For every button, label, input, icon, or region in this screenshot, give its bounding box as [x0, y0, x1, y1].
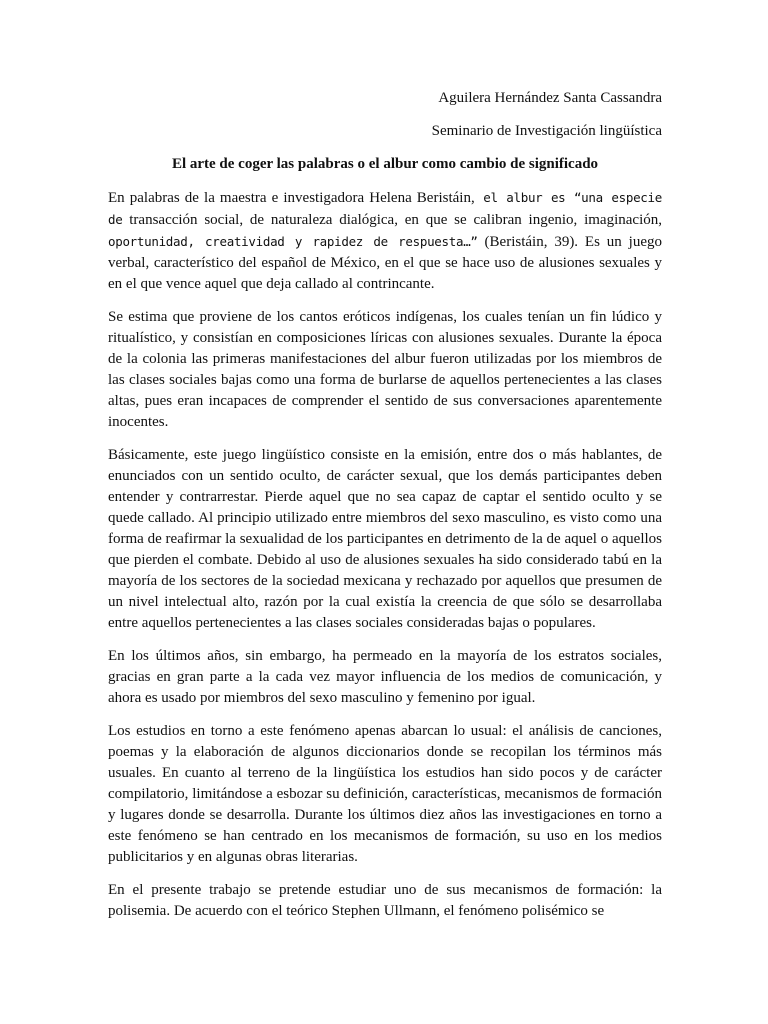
paragraph-1-middle: transacción social, de naturaleza dialógica, en que se calibran ingenio, imaginación, — [122, 212, 662, 228]
paragraph-3: Básicamente, este juego lingüístico consiste en la emisión, entre dos o más hablantes, de enunciados con un sentido oculto, de carácter sexual, que los demás participantes deben entender y contrarrestar. Pierde aquel que no sea capaz de captar el sentido oculto y se quede callado. Al principio utilizado entre miembros del sexo masculino, es visto como una forma de reafirmar la sexualidad de los participantes en detrimento de la de aquel o aquellos que pierden el combate. Debido al uso de alusiones sexuales ha sido considerado tabú en la mayoría de los sectores de la sociedad mexicana y rechazado por aquellos que presumen de un nivel intelectual alto, razón por la cual existía la creencia de que sólo se desarrollaba entre aquellos pertenecientes a las clases sociales consideradas bajas o populares. — [108, 447, 662, 631]
quote-part-1: el albur es “una especie de — [108, 190, 662, 227]
author-name: Aguilera Hernández Santa Cassandra — [438, 90, 662, 106]
paragraph-4: En los últimos años, sin embargo, ha permeado en la mayoría de los estratos sociales, gracias en gran parte a la cada vez mayor influencia de los medios de comunicación, y ahora es usado por miembros del sexo masculino y femenino por igual. — [108, 648, 662, 706]
paragraph-2: Se estima que proviene de los cantos eróticos indígenas, los cuales tenían un fin lúdico y ritualístico, y consistían en composiciones líricas con alusiones sexuales. Durante la época de la colonia las primeras manifestaciones del albur fueron utilizadas por los miembros de las clases sociales bajas como una forma de burlarse de aquellos pertenecientes a las clases altas, pues eran incapaces de comprender el sentido de sus conversaciones aparentemente inocentes. — [108, 309, 662, 430]
paragraph-1 — [108, 187, 662, 295]
paragraph-6: En el presente trabajo se pretende estudiar uno de sus mecanismos de formación: la polisemia. De acuerdo con el teórico Stephen Ullmann, el fenómeno polisémico se — [108, 882, 662, 919]
document-page — [108, 88, 662, 934]
course-name: Seminario de Investigación lingüística — [431, 123, 662, 139]
document-title: El arte de coger las palabras o el albur como cambio de significado — [171, 156, 599, 172]
paragraph-1-end: (Beristáin, 39). Es un juego verbal, característico del español de México, en el que se hace uso de alusiones sexuales y en el que vence aquel que deja callado al contrincante. — [108, 234, 662, 292]
quote-part-2: oportunidad, creatividad y rapidez de respuesta…” — [108, 234, 478, 249]
paragraph-5: Los estudios en torno a este fenómeno apenas abarcan lo usual: el análisis de canciones, poemas y la elaboración de algunos diccionarios donde se recopilan los términos más usuales. En cuanto al terreno de la lingüística los estudios han sido pocos y de carácter compilatorio, limitándose a esbozar su definición, características, mecanismos de formación y lugares donde se desarrolla. Durante los últimos diez años las investigaciones en torno a este fenómeno se han centrado en los mecanismos de formación, su uso en los medios publicitarios y en algunas obras literarias. — [108, 723, 662, 865]
paragraph-1-intro: En palabras de la maestra e investigadora Helena Beristáin, — [108, 190, 475, 206]
